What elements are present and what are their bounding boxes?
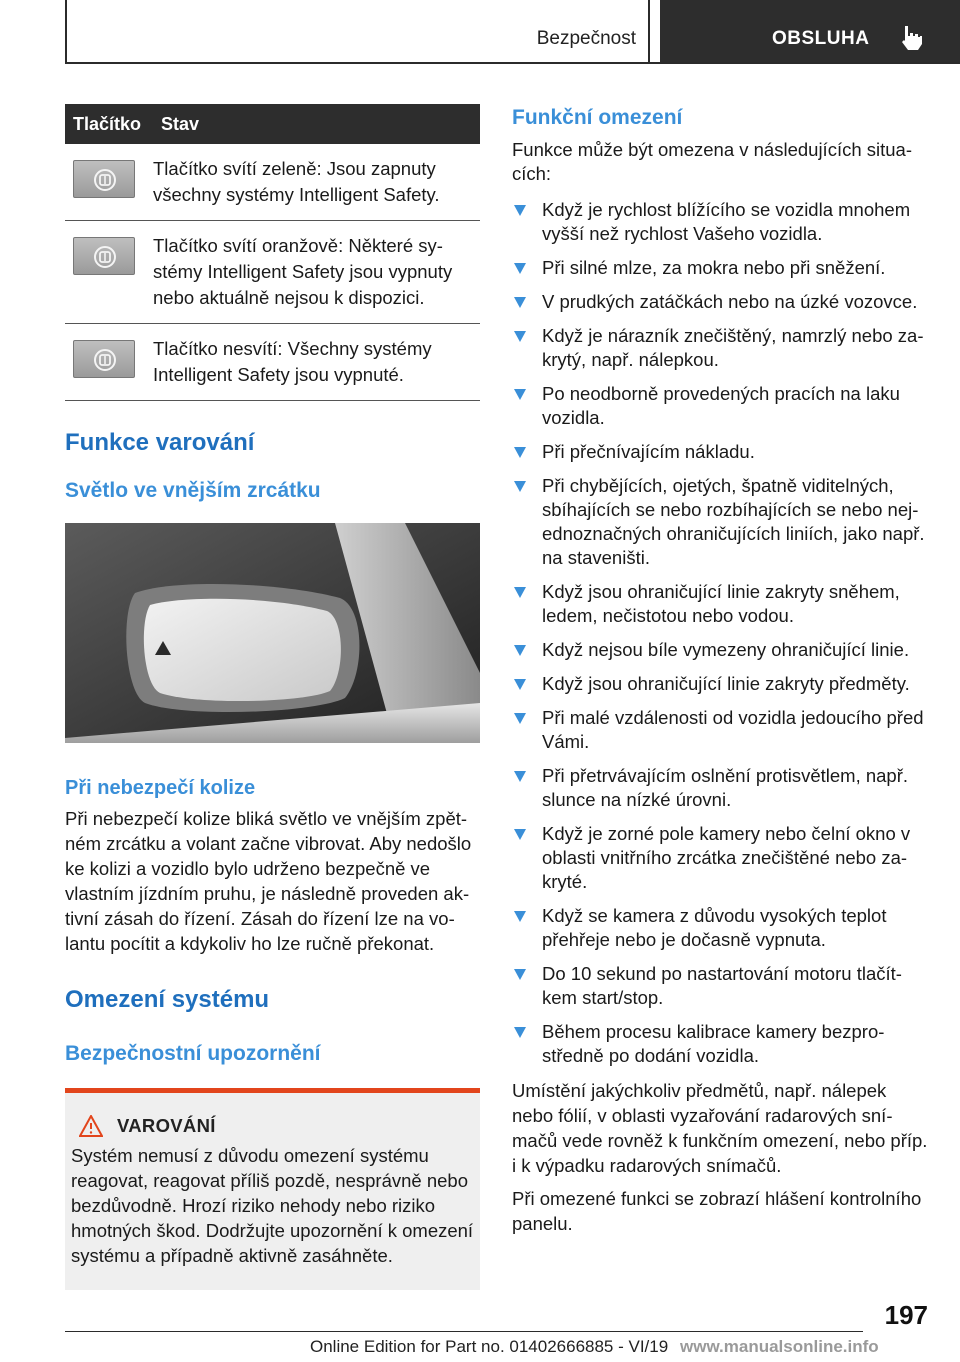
table-header-button: Tlačítko bbox=[65, 104, 153, 144]
limitation-list bbox=[512, 198, 930, 1068]
page-number: 197 bbox=[884, 1300, 928, 1330]
heading-functional-limits: Funkční omezení bbox=[512, 106, 683, 129]
list-item bbox=[512, 290, 930, 314]
table-cell-button bbox=[65, 221, 153, 324]
footer-rule bbox=[65, 1331, 863, 1332]
warning-title: VAROVÁNÍ bbox=[117, 1115, 216, 1136]
list-item-text: Při malé vzdálenosti od vozidla jedoucího před Vámi. bbox=[542, 707, 924, 752]
list-item bbox=[512, 474, 930, 570]
list-item bbox=[512, 440, 930, 464]
button-status-table bbox=[65, 104, 480, 401]
list-item-text: Při přetrvávajícím oslnění protisvětlem, např. slunce na nízké úrovni. bbox=[542, 765, 909, 810]
bullet-arrow-icon bbox=[514, 713, 526, 724]
heading-mirror-light: Světlo ve vnějším zrcátku bbox=[65, 479, 321, 502]
list-item bbox=[512, 382, 930, 430]
list-item bbox=[512, 638, 930, 662]
bullet-arrow-icon bbox=[514, 481, 526, 492]
list-item bbox=[512, 256, 930, 280]
bullet-arrow-icon bbox=[514, 331, 526, 342]
functional-limits-intro: Funkce může být omezena v následujících situacích: bbox=[512, 139, 913, 184]
table-cell-button bbox=[65, 144, 153, 221]
list-item-text: Když se kamera z důvodu vysokých teplot přehřeje nebo je dočasně vypnuta. bbox=[542, 905, 887, 950]
table-row bbox=[65, 144, 480, 221]
table-cell-button bbox=[65, 324, 153, 401]
list-item-text: Když jsou ohraničující linie zakryty předměty. bbox=[542, 673, 910, 694]
header-rule bbox=[65, 62, 960, 64]
header-chapter-label: OBSLUHA bbox=[772, 28, 870, 49]
list-item-text: Do 10 sekund po nastartování motoru tlačítkem start/stop. bbox=[542, 963, 902, 1008]
footer-edition: Online Edition for Part no. 01402666885 - VI/19 bbox=[310, 1337, 669, 1356]
list-item-text: Po neodborně provedených pracích na laku vozidla. bbox=[542, 383, 900, 428]
list-item-text: Když nejsou bíle vymezeny ohraničující linie. bbox=[542, 639, 910, 660]
table-cell-status: Tlačítko nesvítí: Všechny systémy Intelligent Safety jsou vypnuté. bbox=[153, 324, 480, 401]
list-item bbox=[512, 764, 930, 812]
bullet-arrow-icon bbox=[514, 679, 526, 690]
warning-triangle-icon bbox=[79, 1115, 103, 1137]
bullet-arrow-icon bbox=[514, 447, 526, 458]
bullet-arrow-icon bbox=[514, 829, 526, 840]
bullet-arrow-icon bbox=[514, 297, 526, 308]
list-item-text: Při silné mlze, za mokra nebo při sněžení. bbox=[542, 257, 886, 278]
warning-header bbox=[79, 1115, 474, 1137]
intelligent-safety-button-image bbox=[73, 340, 135, 378]
table-cell-status: Tlačítko svítí oranžově: Některé systémy Intelligent Safety jsou vypnuty nebo aktuálně nejsou k dispozici. bbox=[153, 221, 480, 324]
list-item-text: Při chybějících, ojetých, špatně viditelných, sbíhajících se nebo rozbíhajících se nebo nejednoznačných ohraničujících liniích, jako např. na staveništi. bbox=[542, 475, 925, 568]
list-item-text: V prudkých zatáčkách nebo na úzké vozovce. bbox=[542, 291, 918, 312]
table-header-status: Stav bbox=[153, 104, 480, 144]
collision-paragraph: Při nebezpečí kolize bliká světlo ve vnějším zpětném zrcátku a volant začne vibrovat. Aby nedošlo ke kolizi a vozidlo bylo udrženo bezpečně ve vlastním jízdním pruhu, je následně proveden aktivní zásah do řízení. Zásah do řízení lze na volantu pocítit a kdykoliv ho lze ručně překonat. bbox=[65, 808, 472, 954]
intelligent-safety-button-image bbox=[73, 237, 135, 275]
heading-collision: Při nebezpečí kolize bbox=[65, 777, 256, 799]
list-item-text: Když je zorné pole kamery nebo čelní okno v oblasti vnitřního zrcátka znečištěné nebo zakryté. bbox=[542, 823, 911, 892]
heading-safety-notes: Bezpečnostní upozornění bbox=[65, 1042, 321, 1065]
bullet-arrow-icon bbox=[514, 587, 526, 598]
list-item bbox=[512, 580, 930, 628]
right-column bbox=[512, 106, 930, 1236]
list-item-text: Když je rychlost blížícího se vozidla mnohem vyšší než rychlost Vašeho vozidla. bbox=[542, 199, 911, 244]
bullet-arrow-icon bbox=[514, 771, 526, 782]
bullet-arrow-icon bbox=[514, 969, 526, 980]
list-item bbox=[512, 962, 930, 1010]
heading-warning-functions: Funkce varování bbox=[65, 429, 255, 456]
mirror-illustration bbox=[65, 523, 480, 743]
table-header-row bbox=[65, 104, 480, 144]
hand-pointer-icon bbox=[896, 22, 926, 52]
bullet-arrow-icon bbox=[514, 645, 526, 656]
intelligent-safety-icon bbox=[93, 168, 117, 192]
bullet-arrow-icon bbox=[514, 263, 526, 274]
bullet-arrow-icon bbox=[514, 911, 526, 922]
list-item bbox=[512, 198, 930, 246]
list-item-text: Když jsou ohraničující linie zakryty sněhem, ledem, nečistotou nebo vodou. bbox=[542, 581, 900, 626]
list-item bbox=[512, 672, 930, 696]
page-header bbox=[0, 0, 960, 66]
list-item bbox=[512, 706, 930, 754]
list-item-text: Když je nárazník znečištěný, namrzlý nebo zakrytý, např. nálepkou. bbox=[542, 325, 924, 370]
list-item-text: Během procesu kalibrace kamery bezprostředně po dodání vozidla. bbox=[542, 1021, 885, 1066]
table-row bbox=[65, 324, 480, 401]
intelligent-safety-button-image bbox=[73, 160, 135, 198]
bullet-arrow-icon bbox=[514, 1027, 526, 1038]
radar-paragraph: Umístění jakýchkoliv předmětů, např. nálepek nebo fólií, v oblasti vyzařování radarových snímačů vede rovněž k funkčním omezení, nebo příp. i k výpadku radarových snímačů. bbox=[512, 1080, 928, 1176]
list-item bbox=[512, 1020, 930, 1068]
bullet-arrow-icon bbox=[514, 205, 526, 216]
left-column bbox=[65, 104, 480, 1290]
warning-box bbox=[65, 1088, 480, 1290]
footer-site-watermark: www.manualsonline.info bbox=[680, 1337, 879, 1356]
table-row bbox=[65, 221, 480, 324]
table-cell-status: Tlačítko svítí zeleně: Jsou zapnuty všechny systémy Intelligent Safety. bbox=[153, 144, 480, 221]
list-item bbox=[512, 822, 930, 894]
intelligent-safety-icon bbox=[93, 348, 117, 372]
list-item bbox=[512, 324, 930, 372]
mirror-photo bbox=[65, 523, 480, 743]
intelligent-safety-icon bbox=[93, 245, 117, 269]
heading-system-limits: Omezení systému bbox=[65, 986, 270, 1013]
header-divider bbox=[648, 0, 650, 64]
bullet-arrow-icon bbox=[514, 389, 526, 400]
header-section-title: Bezpečnost bbox=[536, 28, 636, 49]
list-item-text: Při přečnívajícím nákladu. bbox=[542, 441, 755, 462]
warning-text: Systém nemusí z důvodu omezení systému reagovat, reagovat příliš pozdě, nesprávně nebo bezdůvodně. Hrozí riziko nehody nebo riziko hmotných škod. Dodržujte upozornění k omezení systému a případně aktivně zasáhněte. bbox=[71, 1145, 474, 1266]
control-panel-paragraph: Při omezené funkci se zobrazí hlášení kontrolního panelu. bbox=[512, 1188, 922, 1234]
header-chapter-tab bbox=[660, 0, 960, 64]
header-left-rule bbox=[65, 0, 67, 64]
list-item bbox=[512, 904, 930, 952]
